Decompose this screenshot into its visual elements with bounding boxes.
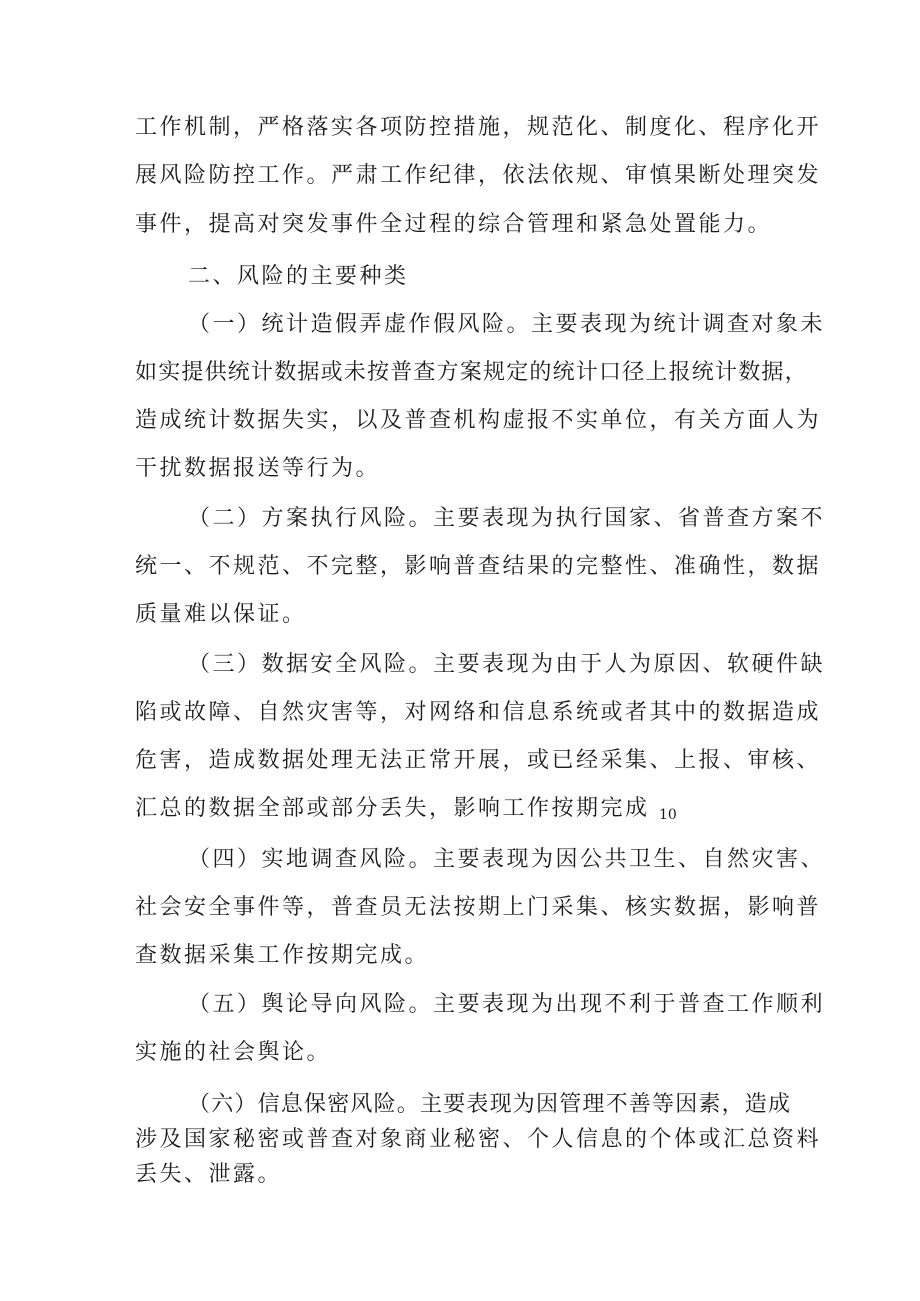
paragraph-line: 统一、不规范、不完整，影响普查结果的完整性、准确性，数据 xyxy=(135,554,822,579)
paragraph-line: 展风险防控工作。严肃工作纪律，依法依规、审慎果断处理突发 xyxy=(135,163,822,188)
paragraph-line: 丢失、泄露。 xyxy=(135,1162,283,1187)
paragraph-line: 危害，造成数据处理无法正常开展，或已经采集、上报、审核、 xyxy=(135,748,822,773)
paragraph-line: （二）方案执行风险。主要表现为执行国家、省普查方案不 xyxy=(188,506,826,531)
paragraph-line: 涉及国家秘密或普查对象商业秘密、个人信息的个体或汇总资料 xyxy=(135,1127,822,1152)
paragraph-line: 查数据采集工作按期完成。 xyxy=(135,943,430,968)
paragraph-line: 社会安全事件等，普查员无法按期上门采集、核实数据，影响普 xyxy=(135,895,822,920)
paragraph-line: 实施的社会舆论。 xyxy=(135,1040,332,1065)
paragraph-line: （六）信息保密风险。主要表现为因管理不善等因素，造成 xyxy=(188,1092,792,1117)
paragraph-line: （三）数据安全风险。主要表现为由于人为原因、软硬件缺 xyxy=(188,652,826,677)
paragraph-line: 造成统计数据失实，以及普查机构虚报不实单位，有关方面人为 xyxy=(135,408,822,433)
paragraph-line: 事件，提高对突发事件全过程的综合管理和紧急处置能力。 xyxy=(135,212,773,237)
paragraph-line: 质量难以保证。 xyxy=(135,602,307,627)
paragraph-line: （一）统计造假弄虚作假风险。主要表现为统计调查对象未 xyxy=(188,312,826,337)
trailing-mark: 10 xyxy=(659,807,677,823)
paragraph-line: 工作机制，严格落实各项防控措施，规范化、制度化、程序化开 xyxy=(135,115,822,140)
paragraph-line-with-mark xyxy=(135,794,795,830)
section-heading: 二、风险的主要种类 xyxy=(188,264,409,289)
paragraph-text: 汇总的数据全部或部分丢失，影响工作按期完成 xyxy=(135,796,650,821)
paragraph-line: 陷或故障、自然灾害等，对网络和信息系统或者其中的数据造成 xyxy=(135,700,822,725)
paragraph-line: （四）实地调查风险。主要表现为因公共卫生、自然灾害、 xyxy=(188,847,826,872)
paragraph-line: 如实提供统计数据或未按普查方案规定的统计口径上报统计数据， xyxy=(135,360,808,385)
paragraph-line: 干扰数据报送等行为。 xyxy=(135,456,381,481)
paragraph-line: （五）舆论导向风险。主要表现为出现不利于普查工作顺利 xyxy=(188,992,826,1017)
